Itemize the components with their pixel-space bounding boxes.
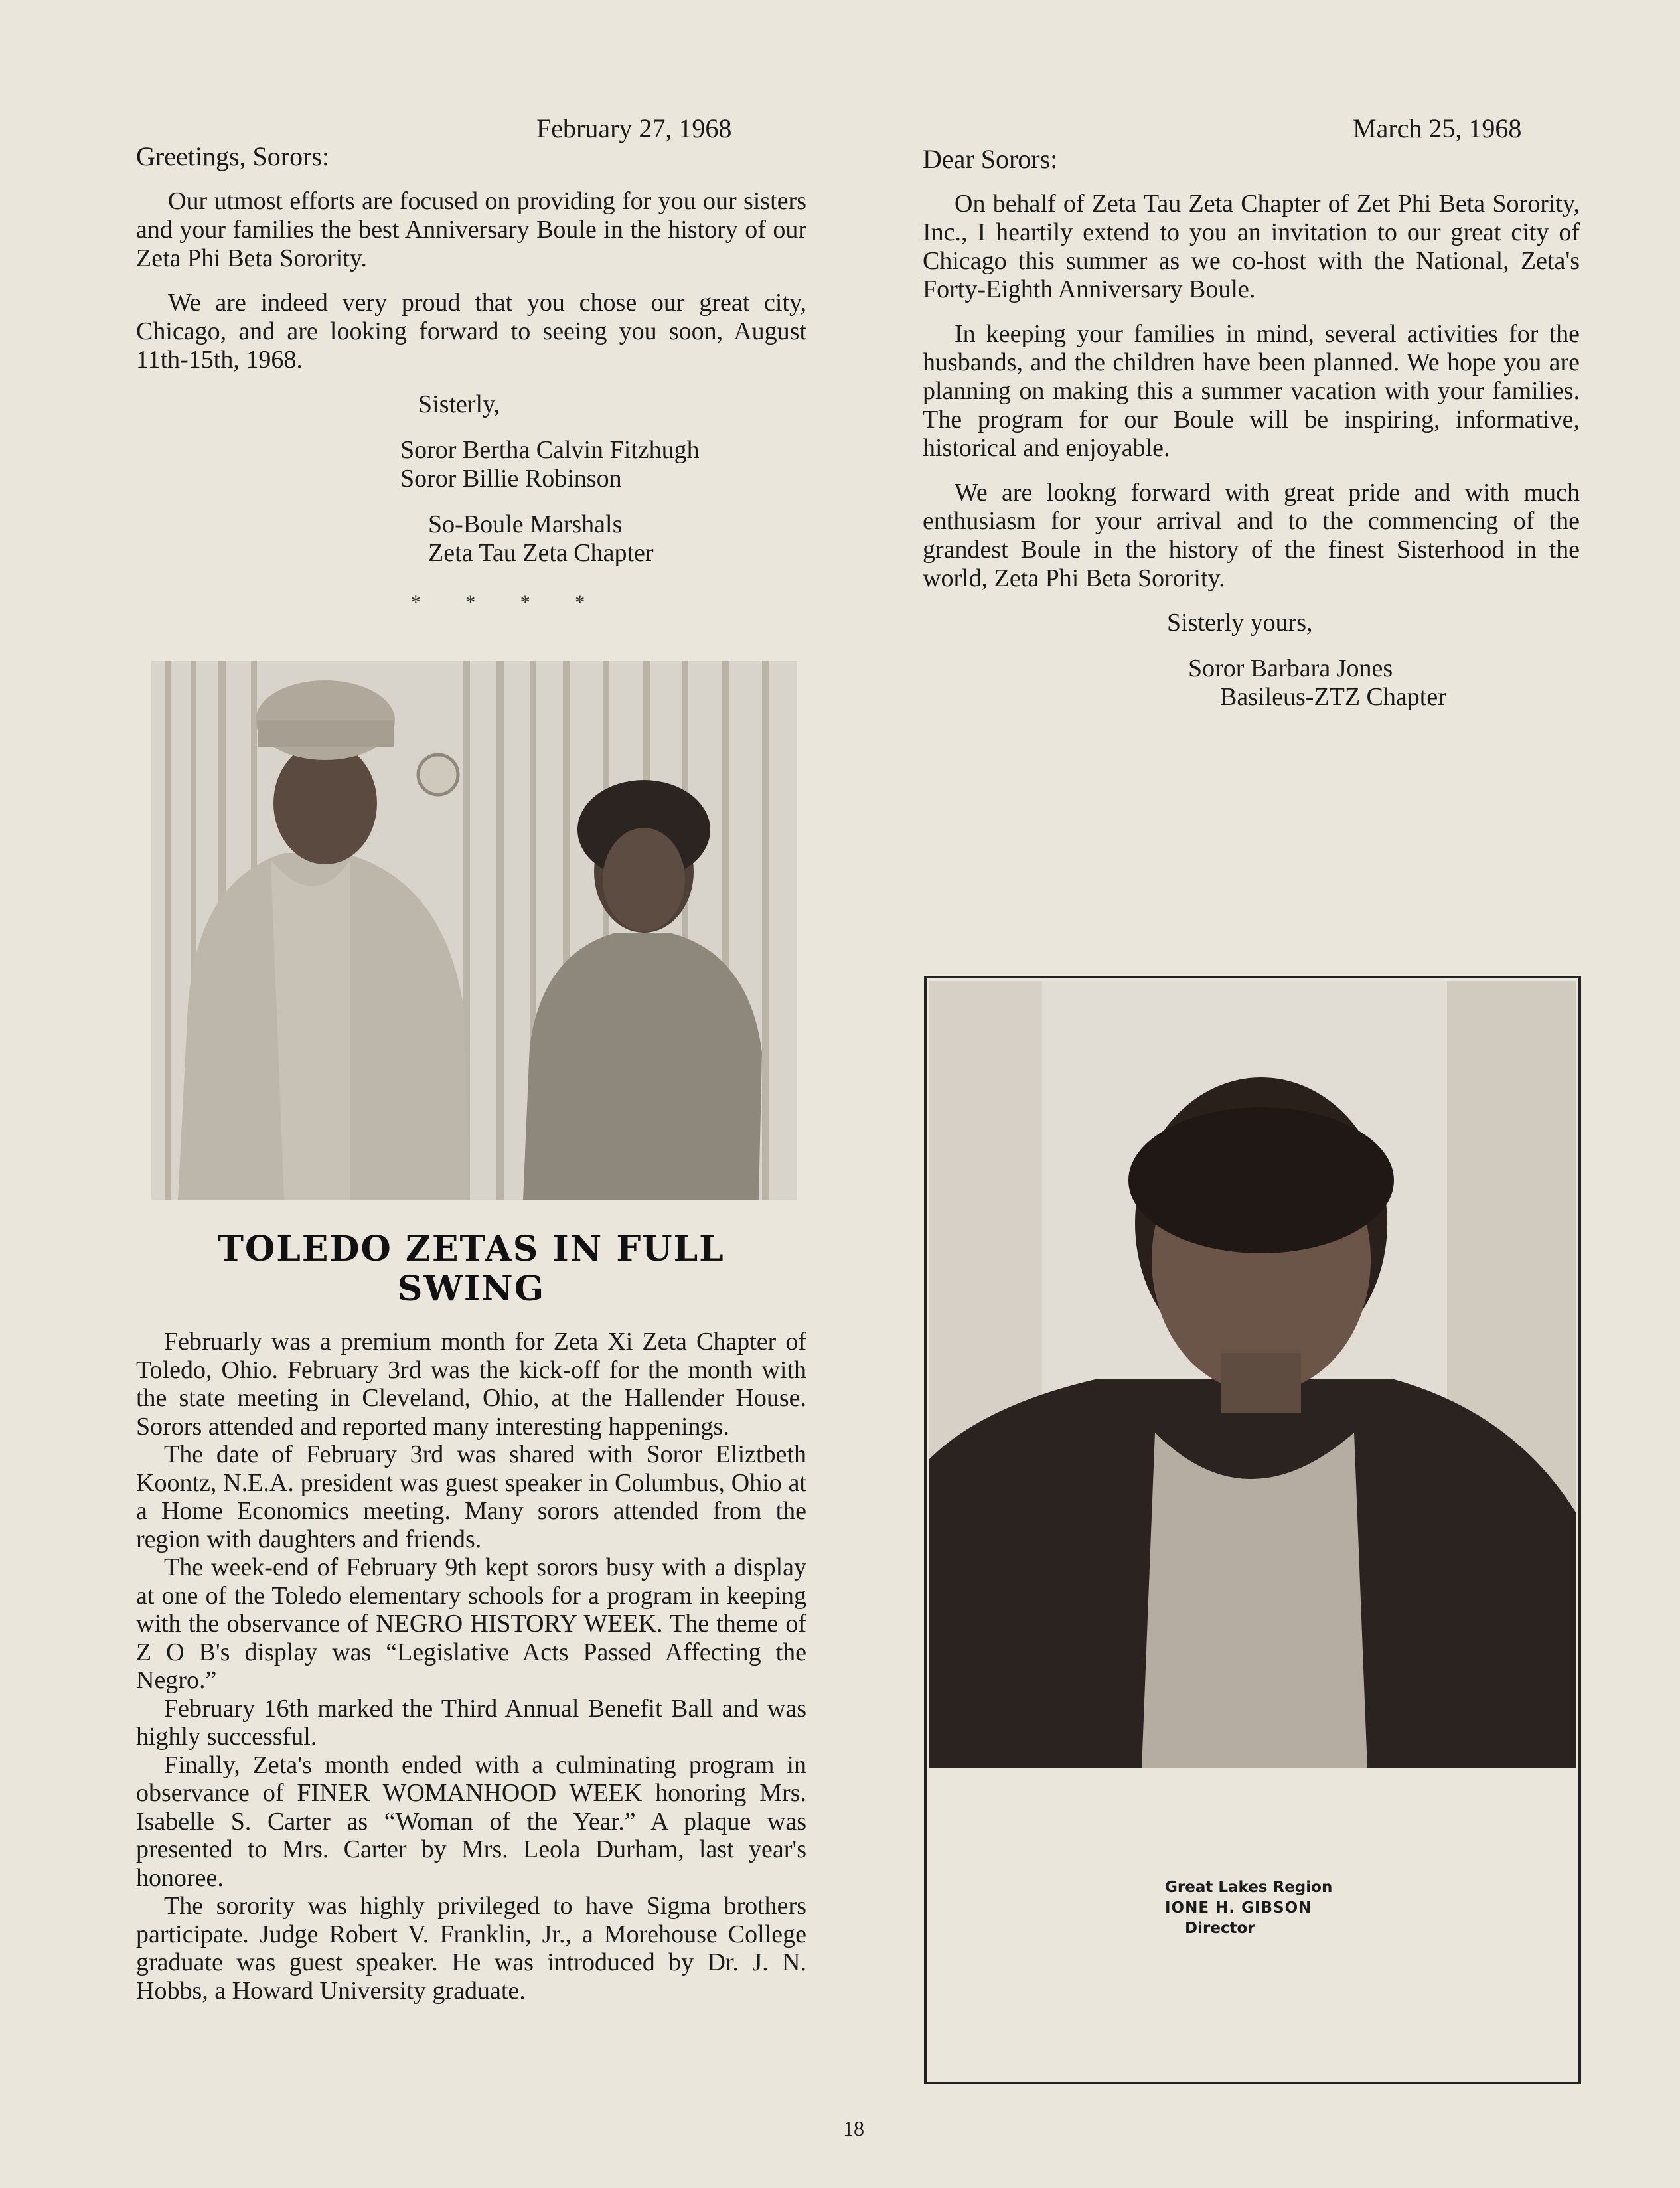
- caption-region: Great Lakes Region: [1165, 1879, 1333, 1896]
- letter1: [136, 142, 806, 614]
- article-headline-line-2: SWING: [397, 1269, 546, 1309]
- letter1-title-2: Zeta Tau Zeta Chapter: [428, 539, 654, 567]
- page-number: 18: [843, 2116, 864, 2140]
- letter1-signer-1: Soror Bertha Calvin Fitzhugh: [400, 436, 700, 464]
- letter1-closing: Sisterly,: [418, 390, 500, 418]
- letter1-signer-2: Soror Billie Robinson: [400, 465, 622, 493]
- article-paragraph-6: The sorority was highly privileged to have Sigma brothers participate. Judge Robert V. Franklin, Jr., a Morehouse College graduate was guest speaker. He was introduced by Dr. J. N. Hobbs, a Howard University graduate.: [136, 1892, 806, 2005]
- article-body: [136, 1328, 806, 2005]
- letter2-paragraph-1: On behalf of Zeta Tau Zeta Chapter of Zet Phi Beta Sorority, Inc., I heartily extend to you an invitation to our great city of Chicago this summer as we co-host with the National, Zeta's Forty-Eighth Anniversary Boule.: [923, 190, 1580, 303]
- article-paragraph-2: The date of February 3rd was shared with Soror Eliztbeth Koontz, N.E.A. president was guest speaker in Columbus, Ohio at a Home Economics meeting. Many sorors attended from the region with daughters and friends.: [136, 1441, 806, 1553]
- article-paragraph-4: February 16th marked the Third Annual Benefit Ball and was highly successful.: [136, 1694, 806, 1751]
- caption-title: Director: [1185, 1920, 1255, 1937]
- caption-name: IONE H. GIBSON: [1165, 1899, 1312, 1916]
- portrait-photo: [929, 981, 1576, 1768]
- article-paragraph-1: Februarly was a premium month for Zeta Xi Zeta Chapter of Toledo, Ohio. February 3rd was the kick-off for the month with the state meeting in Cleveland, Ohio, at the Hallender House. Sorors attended and reported many interesting happenings.: [136, 1328, 806, 1441]
- letter2-closing: Sisterly yours,: [1167, 609, 1313, 637]
- portrait-caption: [1165, 1877, 1364, 1939]
- portrait-photo-image: [929, 981, 1576, 1768]
- letter2-signer-title: Basileus-ZTZ Chapter: [1220, 683, 1446, 711]
- letter1-paragraph-2: We are indeed very proud that you chose our great city, Chicago, and are looking forward to seeing you soon, August 11th-15th, 1968.: [136, 289, 806, 374]
- letter1-paragraph-1: Our utmost efforts are focused on providing for you our sisters and your families the best Anniversary Boule in the history of our Zeta Phi Beta Sorority.: [136, 187, 806, 272]
- article-headline: [136, 1229, 806, 1309]
- letter2-salutation: Dear Sorors:: [923, 144, 1058, 174]
- article-headline-line-1: TOLEDO ZETAS IN FULL: [218, 1229, 725, 1269]
- letter1-salutation: Greetings, Sorors:: [136, 141, 330, 171]
- group-photo: [151, 661, 797, 1200]
- article-paragraph-3: The week-end of February 9th kept sorors busy with a display at one of the Toledo elementary schools for a program in keeping with the observance of NEGRO HISTORY WEEK. The theme of Z O B's display was “Legislative Acts Passed Affecting the Negro.”: [136, 1553, 806, 1694]
- letter2-date: March 25, 1968: [1353, 114, 1522, 143]
- letter2-signer: Soror Barbara Jones: [1188, 655, 1393, 682]
- letter2-paragraph-3: We are lookng forward with great pride and with much enthusiasm for your arrival and to the commencing of the grandest Boule in the history of the finest Sisterhood in the world, Zeta Phi Beta Sorority.: [923, 479, 1580, 592]
- letter1-title-1: So-Boule Marshals: [428, 510, 623, 538]
- letter1-date: February 27, 1968: [536, 114, 732, 143]
- group-photo-image: [151, 661, 797, 1200]
- section-separator: * * * *: [410, 591, 605, 613]
- letter2: [923, 145, 1580, 712]
- letter2-paragraph-2: In keeping your families in mind, several activities for the husbands, and the children have been planned. We hope you are planning on making this a summer vacation with your families. The program for our Boule will be inspiring, informative, historical and enjoyable.: [923, 320, 1580, 462]
- article-paragraph-5: Finally, Zeta's month ended with a culminating program in observance of FINER WOMANHOOD WEEK honoring Mrs. Isabelle S. Carter as “Woman of the Year.” A plaque was presented to Mrs. Carter by Mrs. Leola Durham, last year's honoree.: [136, 1751, 806, 1892]
